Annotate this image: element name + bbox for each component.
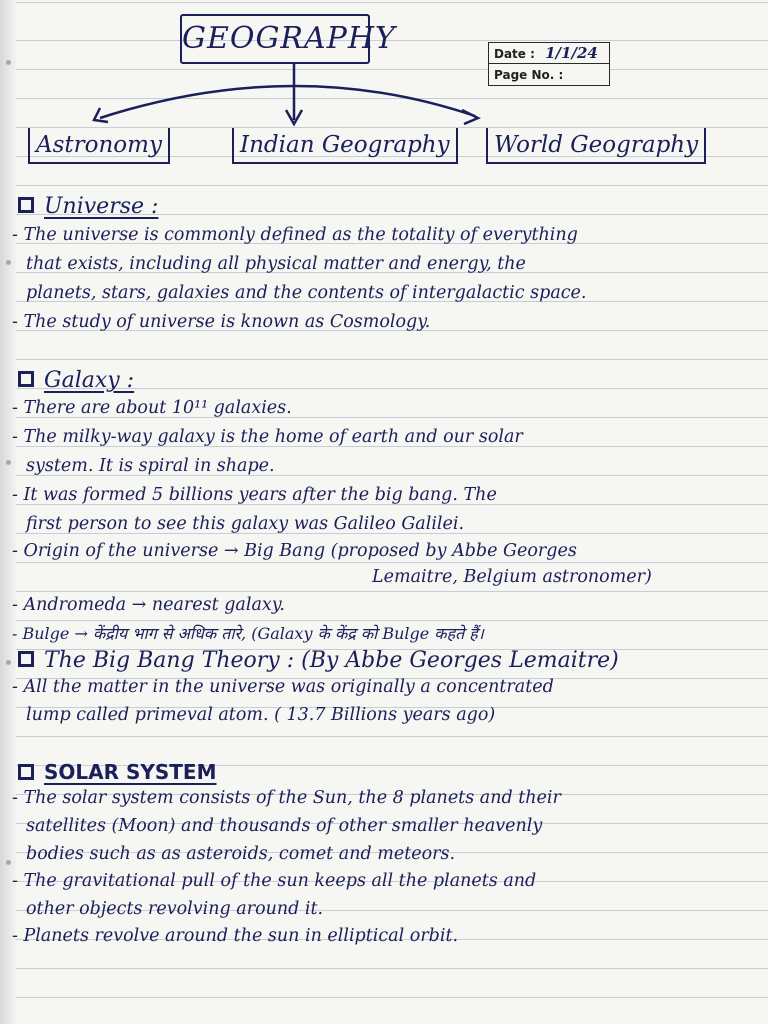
big-bang-line: - All the matter in the universe was originally a concentrated [12,677,554,697]
right-arrow-head-icon [462,110,478,124]
binding-hole [6,260,11,265]
section-heading-big-bang: The Big Bang Theory : (By Abbe Georges Lemaitre) [18,648,619,673]
section-heading-galaxy: Galaxy : [18,368,134,393]
solar-line: other objects revolving around it. [26,899,324,919]
galaxy-line: - The milky-way galaxy is the home of earth and our solar [12,427,523,447]
page-number-label: Page No. : [494,68,564,82]
solar-line: - The gravitational pull of the sun keeps all the planets and [12,871,537,891]
checkbox-icon [18,764,34,780]
universe-line: planets, stars, galaxies and the contents of intergalactic space. [26,283,587,303]
checkbox-icon [18,371,34,387]
page-title: GEOGRAPHY [180,14,370,64]
branch-astronomy: Astronomy [28,128,170,164]
universe-line: - The universe is commonly defined as the totality of everything [12,225,578,245]
galaxy-line: - It was formed 5 billions years after the big bang. The [12,485,497,505]
title-branch-arrows [0,0,768,140]
galaxy-line: - Bulge → केंद्रीय भाग से अधिक तारे, (Galaxy के केंद्र को Bulge कहते हैं। [12,624,484,643]
branch-world-geography: World Geography [486,128,706,164]
solar-line: - Planets revolve around the sun in elliptical orbit. [12,926,459,946]
big-bang-line: lump called primeval atom. ( 13.7 Billions years ago) [26,705,496,725]
section-heading-universe: Universe : [18,194,158,219]
date-value: 1/1/24 [545,44,598,62]
universe-line: - The study of universe is known as Cosmology. [12,312,431,332]
solar-line: bodies such as as asteroids, comet and meteors. [26,844,456,864]
galaxy-line: - Andromeda → nearest galaxy. [12,595,285,615]
galaxy-line: system. It is spiral in shape. [26,456,275,476]
checkbox-icon [18,197,34,213]
galaxy-line: first person to see this galaxy was Galileo Galilei. [26,514,465,534]
checkbox-icon [18,651,34,667]
binding-hole [6,460,11,465]
binding-hole [6,860,11,865]
date-label: Date : [494,47,535,61]
galaxy-line: Lemaitre, Belgium astronomer) [372,567,652,587]
branch-indian-geography: Indian Geography [232,128,458,164]
universe-line: that exists, including all physical matter and energy, the [26,254,526,274]
galaxy-line: - Origin of the universe → Big Bang (proposed by Abbe Georges [12,541,577,561]
section-heading-solar-system: SOLAR SYSTEM [18,760,217,784]
solar-line: satellites (Moon) and thousands of other smaller heavenly [26,816,543,836]
binding-hole [6,660,11,665]
galaxy-line: - There are about 10¹¹ galaxies. [12,398,292,418]
solar-line: - The solar system consists of the Sun, the 8 planets and their [12,788,561,808]
